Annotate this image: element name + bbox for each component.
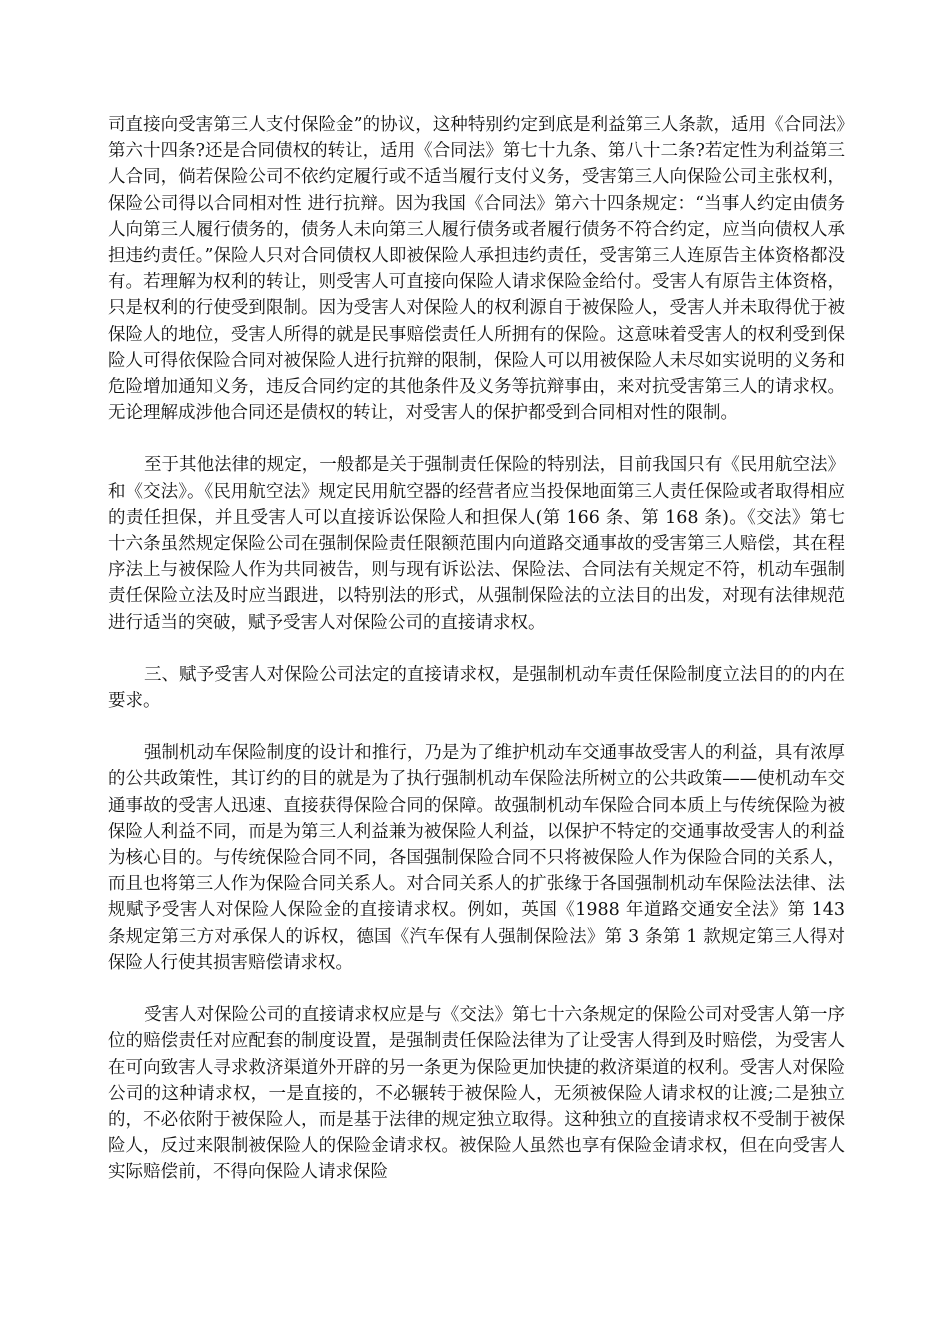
paragraph-1: 司直接向受害第三人支付保险金”的协议，这种特别约定到底是利益第三人条款，适用《合同法》第六十四条?还是合同债权的转让，适用《合同法》第七十九条、第八十二条?若定性为利益第三人合同，倘若保险公司不依约定履行或不适当履行支付义务，受害第三人向保险公司主张权利，保险公司得以合同相对性 进行抗辩。因为我国《合同法》第六十四条规定：“当事人约定由债务人向第三人履行债务的，债务人未向第三人履行债务或者履行债务不符合约定，应当向债权人承担违约责任。”保险人只对合同债权人即被保险人承担违约责任，受害第三人连原告主体资格都没有。若理解为权利的转让，则受害人可直接向保险人请求保险金给付。受害人有原告主体资格，只是权利的行使受到限制。因为受害人对保险人的权利源自于被保险人，受害人并未取得优于被保险人的地位，受害人所得的就是民事赔偿责任人所拥有的保险。这意味着受害人的权利受到保险人可得依保险合同对被保险人进行抗辩的限制，保险人可以用被保险人未尽如实说明的义务和危险增加通知义务，违反合同约定的其他条件及义务等抗辩事由，来对抗受害第三人的请求权。无论理解成涉他合同还是债权的转让，对受害人的保护都受到合同相对性的限制。: [108, 115, 845, 424]
paragraph-2: 至于其他法律的规定，一般都是关于强制责任保险的特别法，目前我国只有《民用航空法》和《交法》。《民用航空法》规定民用航空器的经营者应当投保地面第三人责任保险或者取得相应的责任担保，并且受害人可以直接诉讼保险人和担保人(第 166 条、第 168 条)。《交法》第七十六条虽然规定保险公司在强制保险责任限额范围内向道路交通事故的受害第三人赔偿，其在程序法上与被保险人作为共同被告，则与现有诉讼法、保险法、合同法有关规定不符，机动车强制责任保险立法及时应当跟进，以特别法的形式，从强制保险法的立法目的出发，对现有法律规范进行适当的突破，赋予受害人对保险公司的直接请求权。: [108, 455, 845, 633]
paragraph-5: 受害人对保险公司的直接请求权应是与《交法》第七十六条规定的保险公司对受害人第一序位的赔偿责任对应配套的制度设置，是强制责任保险法律为了让受害人得到及时赔偿，为受害人在可向致害人寻求救济渠道外开辟的另一条更为保险更加快捷的救济渠道的权利。受害人对保险公司的这种请求权，一是直接的，不必辗转于被保险人，无须被保险人请求权的让渡;二是独立的，不必依附于被保险人，而是基于法律的规定独立取得。这种独立的直接请求权不受制于被保险人，反过来限制被保险人的保险金请求权。被保险人虽然也享有保险金请求权，但在向受害人实际赔偿前，不得向保险人请求保险: [108, 1005, 845, 1183]
paragraph-4: 强制机动车保险制度的设计和推行，乃是为了维护机动车交通事故受害人的利益，具有浓厚的公共政策性，其订约的目的就是为了执行强制机动车保险法所树立的公共政策——使机动车交通事故的受害人迅速、直接获得保险合同的保障。故强制机动车保险合同本质上与传统保险为被保险人利益不同，而是为第三人利益兼为被保险人利益，以保护不特定的交通事故受害人的利益为核心目的。与传统保险合同不同，各国强制保险合同不只将被保险人作为保险合同的关系人，而且也将第三人作为保险合同关系人。对合同关系人的扩张缘于各国强制机动车保险法法律、法规赋予受害人对保险人保险金的直接请求权。例如，英国《1988 年道路交通安全法》第 143 条规定第三方对承保人的诉权，德国《汽车保有人强制保险法》第 3 条第 1 款规定第三人得对保险人行使其损害赔偿请求权。: [108, 743, 845, 973]
document-page: [108, 112, 845, 1186]
section-heading-3: 三、赋予受害人对保险公司法定的直接请求权，是强制机动车责任保险制度立法目的的内在要求。: [108, 664, 845, 712]
